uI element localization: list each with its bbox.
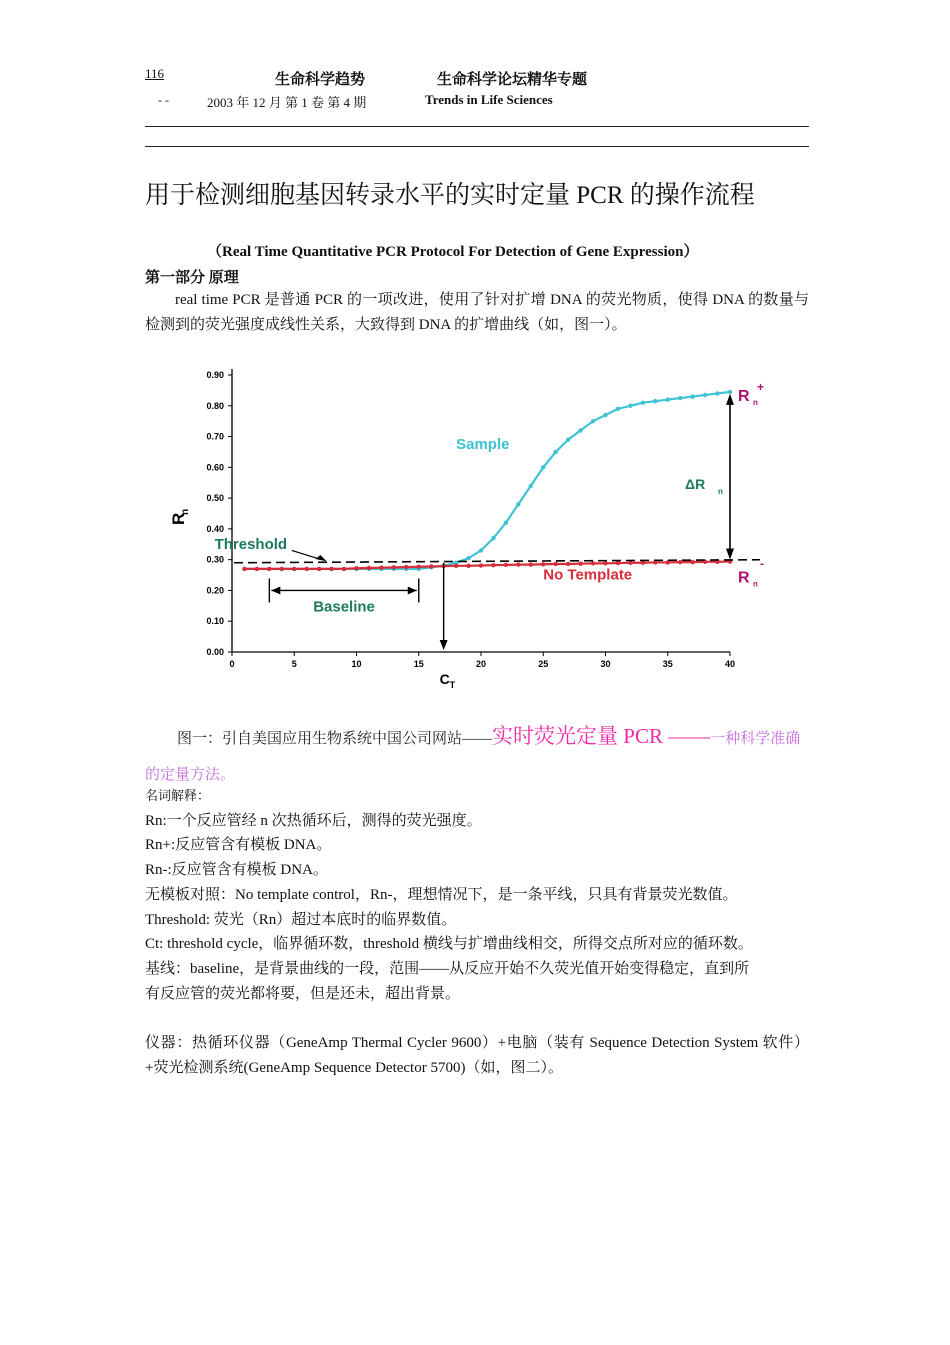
caption-highlight: 实时荧光定量 PCR —— bbox=[492, 724, 711, 748]
data-point-no-template bbox=[367, 566, 371, 570]
data-point-sample bbox=[628, 404, 632, 408]
delta-rn-label: ΔR bbox=[685, 475, 706, 492]
y-tick-label: 0.60 bbox=[206, 462, 224, 473]
data-point-no-template bbox=[429, 564, 433, 568]
delta-rn-label-sub: n bbox=[718, 486, 723, 496]
data-point-no-template bbox=[417, 565, 421, 569]
instruments-text: 仪器：热循环仪器（GeneAmp Thermal Cycler 9600）+电脑（装有 Sequence Detection System 软件）+荧光检测系统(GeneAmp Sequence Detector 5700)（如，图二）。 bbox=[145, 1035, 809, 1076]
y-tick-label: 0.20 bbox=[206, 585, 224, 596]
x-tick-label: 5 bbox=[291, 659, 297, 669]
section-heading: 第一部分 原理 bbox=[145, 270, 239, 286]
glossary-heading: 名词解释： bbox=[145, 788, 211, 803]
intro-text: real time PCR 是普通 PCR 的一项改进，使用了针对扩增 DNA 的荧光物质，使得 DNA 的数量与检测到的荧光强度成线性关系，大致得到 DNA 的扩增曲线（如，图一）。 bbox=[145, 292, 809, 333]
data-point-sample bbox=[728, 390, 732, 394]
x-tick-label: 35 bbox=[662, 659, 673, 669]
data-point-no-template bbox=[329, 567, 333, 571]
special-topic: 生命科学论坛精华专题 bbox=[437, 72, 588, 88]
data-point-sample bbox=[641, 401, 645, 405]
data-point-sample bbox=[479, 548, 483, 552]
rn-plus-label-sub: n bbox=[753, 397, 758, 407]
data-point-no-template bbox=[566, 562, 570, 566]
term-ntc: 无模板对照：No template control，Rn-，理想情况下，是一条平线，只具有背景荧光数值。 bbox=[145, 886, 738, 903]
data-point-no-template bbox=[379, 565, 383, 569]
y-tick-label: 0.70 bbox=[206, 431, 224, 442]
data-point-no-template bbox=[578, 561, 582, 565]
term-rn-plus: Rn+:反应管含有模板 DNA。 bbox=[145, 837, 332, 854]
data-point-no-template bbox=[292, 567, 296, 571]
data-point-no-template bbox=[504, 563, 508, 567]
ct-arrowhead bbox=[440, 640, 448, 650]
term-rn-minus: Rn-:反应管含有模板 DNA。 bbox=[145, 862, 328, 879]
data-point-sample bbox=[504, 521, 508, 525]
data-point-no-template bbox=[242, 567, 246, 571]
data-point-no-template bbox=[479, 563, 483, 567]
intro-paragraph bbox=[145, 288, 809, 338]
threshold-pointer-head bbox=[315, 555, 326, 561]
threshold-label: Threshold bbox=[214, 535, 288, 553]
data-point-no-template bbox=[317, 567, 321, 571]
data-point-sample bbox=[616, 407, 620, 411]
no-template-label: No Template bbox=[543, 566, 633, 584]
data-point-sample bbox=[653, 399, 657, 403]
data-point-no-template bbox=[454, 564, 458, 568]
caption-tail-2: 的定量方法。 bbox=[145, 767, 236, 783]
data-point-no-template bbox=[255, 567, 259, 571]
y-tick-label: 0.30 bbox=[206, 554, 224, 565]
y-axis-label: R bbox=[169, 512, 188, 525]
instruments-paragraph bbox=[145, 1031, 809, 1081]
term-baseline-1: 基线：baseline，是背景曲线的一段，范围——从反应开始不久荧光值开始变得稳定，直到所 bbox=[145, 960, 750, 977]
data-point-sample bbox=[715, 391, 719, 395]
data-point-no-template bbox=[603, 561, 607, 565]
rn-minus-label: R bbox=[738, 569, 750, 587]
journal-name-en: Trends in Life Sciences bbox=[425, 92, 553, 107]
term-threshold: Threshold: 荧光（Rn）超过本底时的临界数值。 bbox=[145, 911, 457, 928]
x-tick-label: 10 bbox=[351, 659, 362, 669]
page-number: 116 bbox=[145, 66, 165, 81]
pcr-amplification-chart bbox=[160, 360, 790, 695]
journal-name-cn: 生命科学趋势 bbox=[275, 72, 366, 88]
rn-plus-sign: + bbox=[757, 379, 765, 394]
data-point-no-template bbox=[267, 567, 271, 571]
series-line-sample bbox=[244, 392, 730, 569]
data-point-sample bbox=[703, 393, 707, 397]
y-tick-label: 0.50 bbox=[206, 493, 224, 504]
x-tick-label: 30 bbox=[600, 659, 611, 669]
baseline-arrowhead-right bbox=[408, 586, 417, 594]
data-point-sample bbox=[491, 536, 495, 540]
article-subtitle: （Real Time Quantitative PCR Protocol For Detection of Gene Expression） bbox=[207, 244, 699, 260]
x-tick-label: 40 bbox=[724, 659, 736, 669]
data-point-sample bbox=[678, 396, 682, 400]
header-rule-bottom bbox=[145, 146, 809, 147]
caption-source: 图一：引自美国应用生物系统中国公司网站—— bbox=[177, 731, 493, 747]
data-point-sample bbox=[666, 397, 670, 401]
data-point-sample bbox=[516, 502, 520, 506]
delta-arrowhead-down bbox=[726, 549, 734, 560]
data-point-sample bbox=[690, 394, 694, 398]
header-rule-top bbox=[145, 126, 809, 127]
data-point-no-template bbox=[591, 561, 595, 565]
data-point-sample bbox=[591, 419, 595, 423]
data-point-sample bbox=[466, 556, 470, 560]
y-tick-label: 0.40 bbox=[206, 523, 224, 534]
data-point-sample bbox=[541, 465, 545, 469]
data-point-no-template bbox=[404, 565, 408, 569]
delta-arrowhead-up bbox=[726, 394, 734, 405]
issue-info: 2003 年 12 月 第 1 卷 第 4 期 bbox=[207, 95, 367, 110]
ct-label: C bbox=[439, 671, 450, 687]
caption-tail: 一种科学准确 bbox=[710, 731, 801, 747]
data-point-no-template bbox=[516, 562, 520, 566]
baseline-arrowhead-left bbox=[271, 586, 280, 594]
data-point-sample bbox=[566, 437, 570, 441]
data-point-sample bbox=[578, 428, 582, 432]
data-point-no-template bbox=[678, 560, 682, 564]
baseline-label: Baseline bbox=[313, 598, 375, 616]
data-point-no-template bbox=[342, 567, 346, 571]
data-point-no-template bbox=[690, 560, 694, 564]
sample-label: Sample bbox=[456, 435, 510, 453]
x-tick-label: 20 bbox=[475, 659, 487, 669]
article-title: 用于检测细胞基因转录水平的实时定量 PCR 的操作流程 bbox=[145, 182, 755, 209]
x-tick-label: 25 bbox=[538, 659, 549, 669]
rn-minus-sign: - bbox=[760, 556, 764, 571]
data-point-no-template bbox=[616, 561, 620, 565]
data-point-no-template bbox=[491, 563, 495, 567]
y-tick-label: 0.80 bbox=[206, 400, 224, 411]
y-tick-label: 0.00 bbox=[206, 647, 224, 657]
y-axis-label-sub: n bbox=[180, 508, 191, 515]
glossary bbox=[145, 784, 809, 1006]
data-point-sample bbox=[603, 413, 607, 417]
data-point-no-template bbox=[529, 562, 533, 566]
x-tick-label: 15 bbox=[413, 659, 424, 669]
data-point-no-template bbox=[554, 562, 558, 566]
figure-caption bbox=[145, 718, 809, 793]
term-ct: Ct: threshold cycle，临界循环数，threshold 横线与扩增曲线相交，所得交点所对应的循环数。 bbox=[145, 936, 753, 953]
data-point-no-template bbox=[354, 566, 358, 570]
header-dashes: - - bbox=[158, 93, 169, 107]
x-tick-label: 0 bbox=[229, 659, 235, 669]
term-baseline-2: 有反应管的荧光都将要，但是还未，超出背景。 bbox=[145, 985, 461, 1002]
data-point-no-template bbox=[392, 565, 396, 569]
data-point-no-template bbox=[305, 567, 309, 571]
ct-label-sub: T bbox=[449, 680, 456, 690]
rn-minus-label-sub: n bbox=[753, 579, 758, 589]
term-rn: Rn:一个反应管经 n 次热循环后，测得的荧光强度。 bbox=[145, 812, 482, 829]
y-tick-label: 0.10 bbox=[206, 616, 224, 627]
data-point-no-template bbox=[466, 564, 470, 568]
data-point-sample bbox=[529, 484, 533, 488]
rn-plus-label: R bbox=[738, 387, 750, 405]
data-point-sample bbox=[554, 450, 558, 454]
y-tick-label: 0.90 bbox=[206, 370, 224, 380]
data-point-no-template bbox=[280, 567, 284, 571]
